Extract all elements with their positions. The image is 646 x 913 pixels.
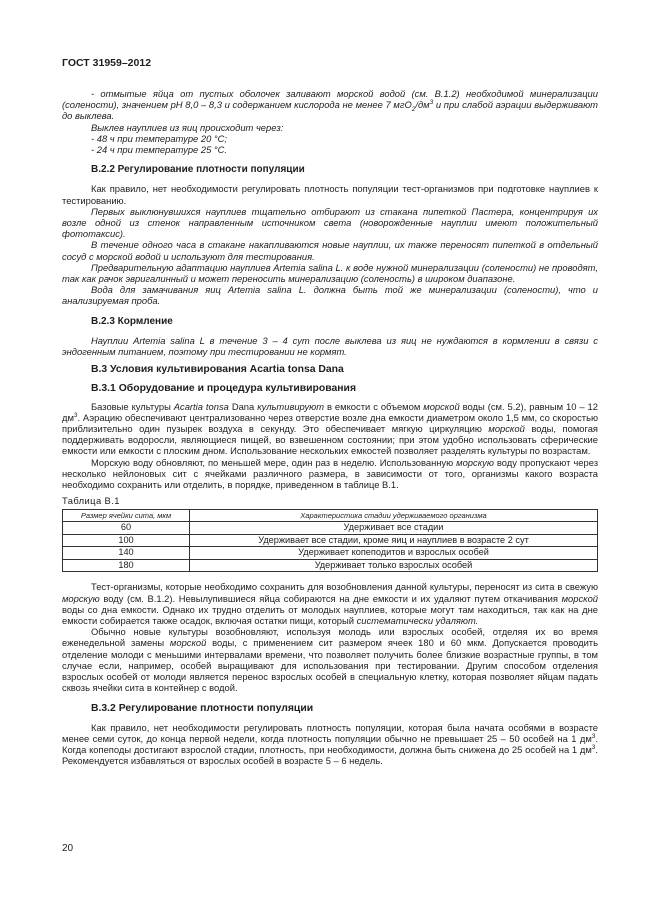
text-run: морской	[169, 637, 207, 649]
text-run: воды, с применением сит размером ячеек 180 и 60 мкм. Допускается проводить отделение молоди с меньшими интервалами времени, что позволяет получить более близкие возрастные группы, в том случае если, например, особей выращивают для использования при тестировании. Другим способом отделения взрослых особей от молоди является перенос взрослых особей в специальную клетку, которая позволяет яйцам падать сквозь ячейки сита в контейнер с водой.	[62, 637, 598, 694]
text-run: в емкости с объемом	[324, 400, 424, 412]
text-run: воду пропускают через несколько нейлоновых сит с ячейками различного размера, в зависимости от того, организмы какого возраста необходимо сохранить или отделить, в порядке, приведенном в таблице В.1.	[62, 456, 599, 491]
table-row	[63, 559, 598, 572]
paragraph	[62, 88, 598, 122]
paragraph: Вода для замачивания яиц Artemia salina L. должна быть той же минерализации (солености), что и анализируемая проба.	[62, 284, 598, 307]
text-run: Базовые культуры	[91, 400, 174, 412]
section-heading: В.3 Условия культивирования Acartia tonsa Dana	[91, 364, 344, 376]
text-run: Как правило, нет необходимости регулировать плотность популяции, которая была начата особями в возрасте менее семи суток, до конца первой недели, когда плотность популяции обычно не превышает 25 – 50 особей на 1 дм	[62, 721, 598, 744]
paragraph	[62, 626, 598, 693]
paragraph	[62, 722, 598, 767]
table-header-cell: Характеристика стадии удерживаемого организма	[190, 509, 598, 522]
text-run: морской	[561, 592, 598, 604]
sieve-table	[62, 509, 598, 573]
subscript: 2	[411, 106, 416, 114]
table-cell: 60	[63, 522, 190, 535]
superscript: 3	[73, 411, 78, 419]
table-row	[63, 522, 598, 535]
text-run: систематически удаляют.	[356, 615, 479, 627]
text-run: Dana	[228, 400, 258, 412]
section-heading: В.3.2 Регулирование плотности популяции	[91, 702, 314, 714]
table-row	[63, 547, 598, 560]
table-cell: Удерживает копеподитов и взрослых особей	[190, 547, 598, 560]
text-run: /дм	[415, 99, 430, 111]
paragraph	[62, 457, 598, 491]
text-run: воды, помогая поддерживать водоросли, являющиеся пищей, во взвешенном состоянии; при этом удобно использовать сферические емкости или емкости с плоским дном. Использование нескольких емкостей позволяет разделять культуры по возрастам.	[62, 423, 599, 457]
text-run: Тест-организмы, которые необходимо сохранить для возобновления данной культуры, переносят из сита в свежую	[91, 581, 598, 593]
text-run: морской	[423, 400, 460, 412]
paragraph	[62, 401, 598, 457]
superscript: 3	[591, 743, 596, 751]
paragraph: Предварительную адаптацию науплиев Artemia salina L. к воде нужной минерализации (солености) не проводят, так как рачок эвригалинный и может переносить минерализацию (соленость) в широком диапазоне.	[62, 261, 598, 285]
list-item: - 24 ч при температуре 25 °С.	[91, 144, 228, 156]
text-run: Обычно новые культуры возобновляют, используя молодь или взрослых особей, отделяя их во время еженедельной замены	[62, 626, 598, 649]
list-item: - 48 ч при температуре 20 °С;	[91, 132, 228, 144]
text-run: и при слабой аэрации выдерживают до выклева.	[62, 99, 598, 122]
text-run: Морскую воду обновляют, по меньшей мере, один раз в неделю. Использованную	[91, 456, 457, 468]
table-cell: 140	[63, 547, 190, 560]
document-header: ГОСТ 31959–2012	[62, 57, 152, 69]
paragraph: Первых выклюнувшихся науплиев тщательно отбирают из стакана пипеткой Пастера, концентрируя их возле одной из стенок направленным источником света (новорожденные науплии имеют положительный фототаксис).	[62, 205, 598, 240]
section-heading: В.3.1 Оборудование и процедура культивирования	[91, 383, 357, 395]
text-run: воду (см. В.1.2). Невылупившиеся яйца собираются на дне емкости и их удаляют путем откачивания	[99, 592, 562, 604]
section-heading: В.2.2 Регулирование плотности популяции	[91, 164, 305, 176]
superscript: 3	[591, 732, 596, 740]
table-cell: Удерживает все стадии, кроме яиц и науплиев в возрасте 2 сут	[190, 534, 598, 547]
table-cell: Удерживает только взрослых особей	[190, 559, 598, 572]
text-run: Acartia tonsa	[173, 400, 229, 412]
table-header-row	[63, 509, 598, 522]
text-run: - отмытые яйца от пустых оболочек заливают морской водой (см. В.1.2) необходимой минерализации (солености), значением pH 8,0 – 8,3 и содержанием кислорода не менее 7 мгО	[62, 88, 598, 111]
text-run: воды (см. 5.2), равным 10 – 12 дм	[62, 400, 598, 423]
superscript: 3	[429, 99, 434, 107]
section-heading: В.2.3 Кормление	[91, 315, 173, 327]
paragraph: Как правило, нет необходимости регулировать плотность популяции тест-организмов при подготовке науплиев к тестированию.	[62, 183, 598, 206]
text-run: морской	[488, 423, 525, 435]
text-run: . Когда копеподы достигают взрослой стадии, плотность, при необходимости, должна быть снижена до 25 особей на 1 дм	[62, 732, 598, 756]
text-run: культивируют	[257, 400, 325, 412]
table-cell: 180	[63, 559, 190, 572]
table-caption: Таблица В.1	[62, 495, 120, 507]
paragraph: Выклев науплиев из яиц происходит через:	[91, 121, 284, 133]
table-cell: Удерживает все стадии	[190, 522, 598, 535]
paragraph: В течение одного часа в стакане накапливаются новые науплии, их также переносят пипеткой в отдельный сосуд с морской водой и используют для тестирования.	[62, 239, 598, 262]
table-row	[63, 534, 598, 547]
document-body	[62, 88, 598, 767]
text-run: . Рекомендуется избавляться от взрослых особей в возрасте 5 – 6 недель.	[62, 744, 598, 767]
paragraph: Науплии Artemia salina L в течение 3 – 4 сут после выклева из яиц не нуждаются в кормлении в связи с эндогенным питанием, поэтому при тестировании не кормят.	[62, 334, 598, 358]
table-cell: 100	[63, 534, 190, 547]
text-run: воды со дна емкости. Однако их трудно отделить от молодых науплиев, которые могут там находиться, так как на дне емкости собирается также осадок, включая остатки пищи, который	[62, 603, 598, 627]
paragraph	[62, 581, 598, 626]
text-run: морскую	[456, 456, 494, 468]
page-number: 20	[62, 843, 74, 854]
table-header-cell: Размер ячейки сита, мкм	[63, 509, 190, 522]
text-run: морскую	[62, 592, 100, 604]
text-run: . Аэрацию обеспечивают централизованно через отверстие возле дна емкости диаметром около 1,5 мм, со скоростью приблизительно один пузырек воздуха в секунду. Это обеспечивает мягкую циркуляцию	[62, 411, 598, 435]
